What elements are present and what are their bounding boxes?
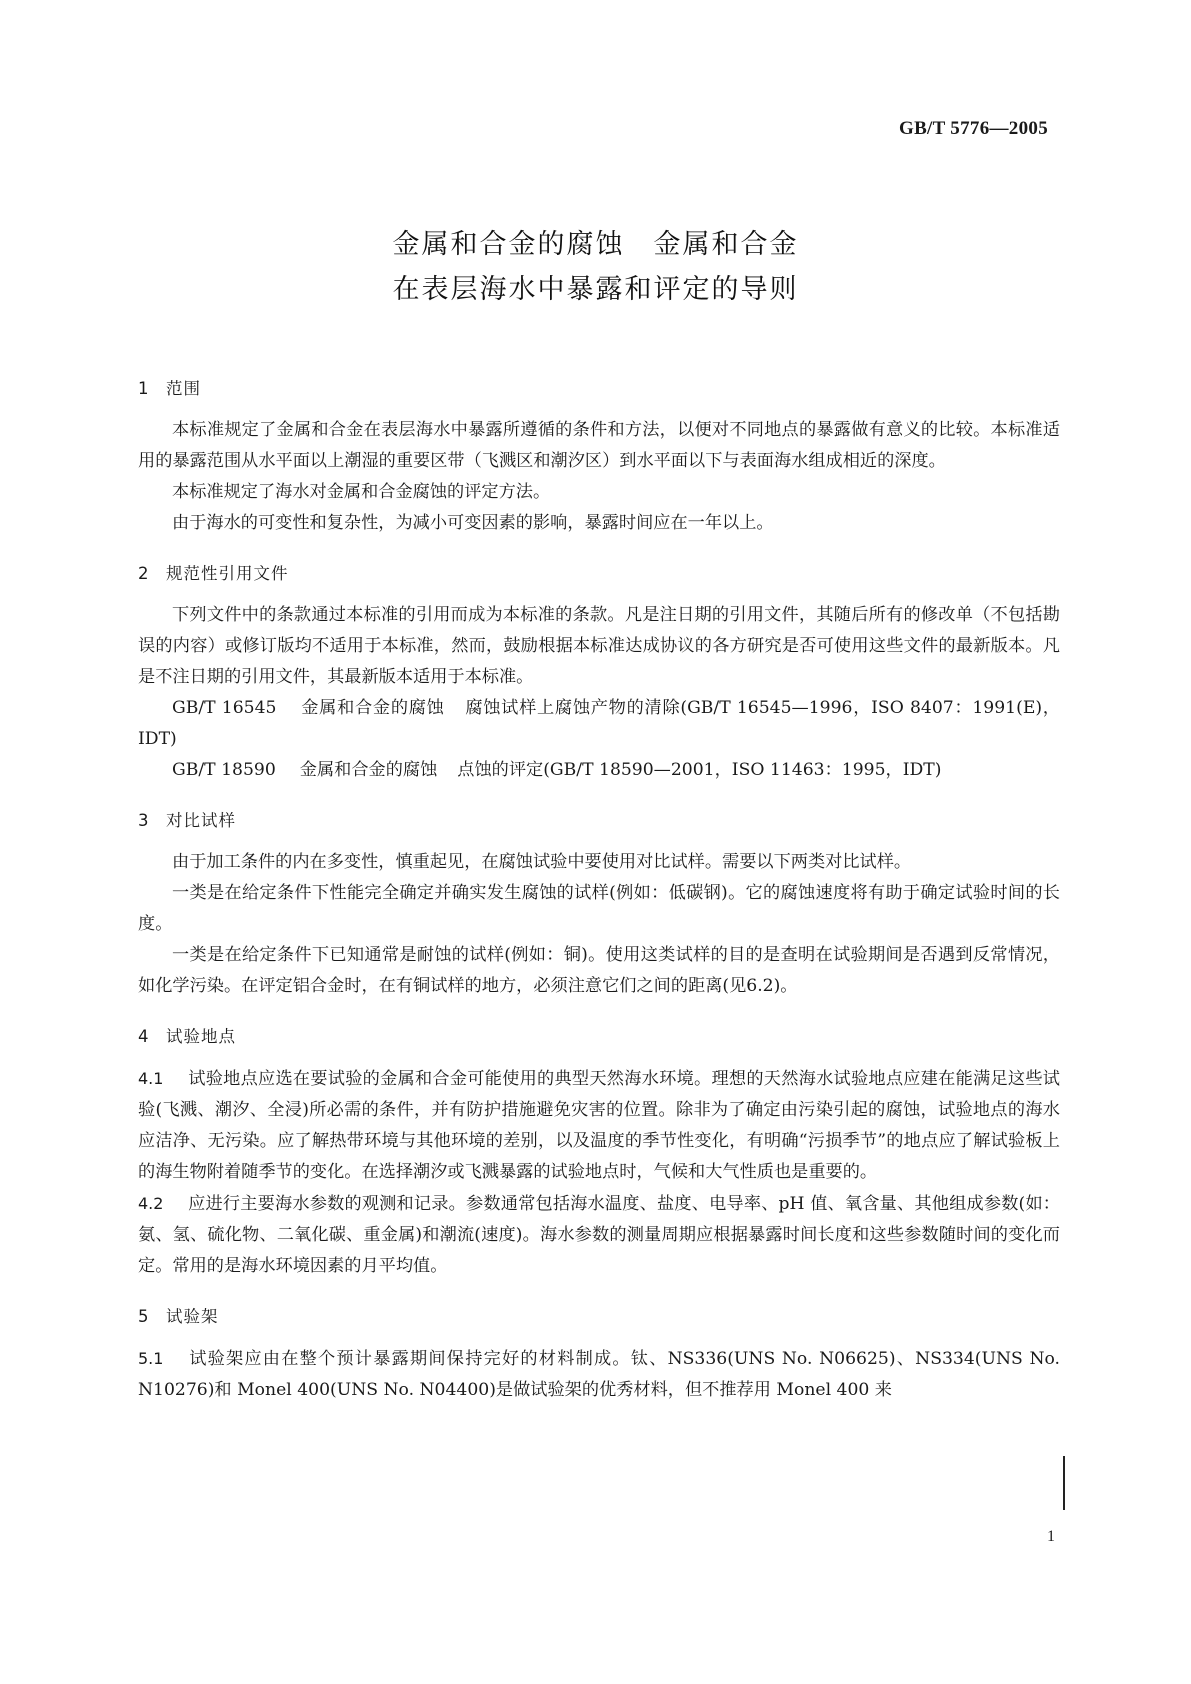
reference-item — [138, 693, 1060, 755]
section-scope — [138, 373, 1060, 539]
title-line-2: 在表层海水中暴露和评定的导则 — [392, 274, 799, 305]
section-heading — [138, 805, 1060, 836]
revision-change-bar — [1063, 1456, 1065, 1510]
reference-title: 金属和合金的腐蚀 — [300, 698, 445, 718]
reference-code: GB/T 18590 — [172, 760, 276, 780]
clause-number: 4.1 — [138, 1069, 164, 1088]
document-title — [0, 222, 1191, 312]
paragraph: 下列文件中的条款通过本标准的引用而成为本标准的条款。凡是注日期的引用文件，其随后所有的修改单（不包括勘误的内容）或修订版均不适用于本标准，然而，鼓励根据本标准达成协议的各方研究是否可使用这些文件的最新版本。凡是不注日期的引用文件，其最新版本适用于本标准。 — [138, 605, 1060, 687]
paragraph: 一类是在给定条件下已知通常是耐蚀的试样(例如：铜)。使用这类试样的目的是查明在试验期间是否遇到反常情况，如化学污染。在评定铝合金时，在有铜试样的地方，必须注意它们之间的距离(见6.2)。 — [138, 945, 1060, 996]
paragraph: 一类是在给定条件下性能完全确定并确实发生腐蚀的试样(例如：低碳钢)。它的腐蚀速度将有助于确定试验时间的长度。 — [138, 883, 1060, 934]
clause-text: 应进行主要海水参数的观测和记录。参数通常包括海水温度、盐度、电导率、pH 值、氧含量、其他组成参数(如：氨、氢、硫化物、二氧化碳、重金属)和潮流(速度)。海水参数的测量周期应根据暴露时间长度和这些参数随时间的变化而定。常用的是海水环境因素的月平均值。 — [138, 1194, 1060, 1276]
clause — [138, 1188, 1060, 1282]
section-number: 3 — [138, 811, 150, 830]
reference-title: 金属和合金的腐蚀 — [299, 760, 438, 780]
title-line-1: 金属和合金的腐蚀 金属和合金 — [392, 229, 799, 260]
paragraph: 本标准规定了海水对金属和合金腐蚀的评定方法。 — [172, 482, 551, 502]
standard-code: GB/T 5776—2005 — [898, 118, 1048, 139]
section-heading — [138, 373, 1060, 404]
section-number: 4 — [138, 1027, 150, 1046]
clause-text: 试验架应由在整个预计暴露期间保持完好的材料制成。钛、NS336(UNS No. N06625)、NS334(UNS No. N10276)和 Monel 400(UNS No. N04400)是做试验架的优秀材料，但不推荐用 Monel 400 来 — [138, 1349, 1060, 1400]
section-title: 范围 — [166, 379, 201, 398]
section-heading — [138, 1301, 1060, 1332]
page-number: 1 — [1047, 1528, 1055, 1545]
clause-text: 试验地点应选在要试验的金属和合金可能使用的典型天然海水环境。理想的天然海水试验地点应建在能满足这些试验(飞溅、潮汐、全浸)所必需的条件，并有防护措施避免灾害的位置。除非为了确定由污染引起的腐蚀，试验地点的海水应洁净、无污染。应了解热带环境与其他环境的差别，以及温度的季节性变化，有明确“污损季节”的地点应了解试验板上的海生物附着随季节的变化。在选择潮汐或飞溅暴露的试验地点时，气候和大气性质也是重要的。 — [138, 1069, 1060, 1182]
reference-subtitle: 点蚀的评定(GB/T 18590—2001，ISO 11463：1995，IDT) — [457, 760, 942, 780]
section-title: 规范性引用文件 — [166, 564, 289, 583]
paragraph: 由于海水的可变性和复杂性，为减小可变因素的影响，暴露时间应在一年以上。 — [172, 513, 774, 533]
clause-number: 4.2 — [138, 1194, 164, 1213]
section-heading — [138, 1021, 1060, 1052]
section-normative-references — [138, 558, 1060, 786]
clause — [138, 1343, 1060, 1406]
clause-number: 5.1 — [138, 1349, 164, 1368]
reference-code: GB/T 16545 — [172, 698, 277, 718]
clause — [138, 1063, 1060, 1188]
section-test-site — [138, 1021, 1060, 1282]
section-title: 试验架 — [166, 1307, 219, 1326]
section-number: 5 — [138, 1307, 150, 1326]
section-title: 试验地点 — [166, 1027, 236, 1046]
reference-subtitle: 腐蚀试样上腐蚀产物的清除(GB/T 16545—1996，ISO 8407：1991(E)，IDT) — [138, 698, 1060, 749]
document-body — [138, 373, 1060, 1425]
section-number: 1 — [138, 379, 150, 398]
section-heading — [138, 558, 1060, 589]
paragraph: 由于加工条件的内在多变性，慎重起见，在腐蚀试验中要使用对比试样。需要以下两类对比试样。 — [172, 852, 912, 872]
section-title: 对比试样 — [166, 811, 236, 830]
section-number: 2 — [138, 564, 150, 583]
reference-item — [138, 755, 1060, 786]
section-test-rack — [138, 1301, 1060, 1406]
section-reference-specimens — [138, 805, 1060, 1002]
paragraph: 本标准规定了金属和合金在表层海水中暴露所遵循的条件和方法，以便对不同地点的暴露做有意义的比较。本标准适用的暴露范围从水平面以上潮湿的重要区带（飞溅区和潮汐区）到水平面以下与表面海水组成相近的深度。 — [138, 420, 1060, 471]
